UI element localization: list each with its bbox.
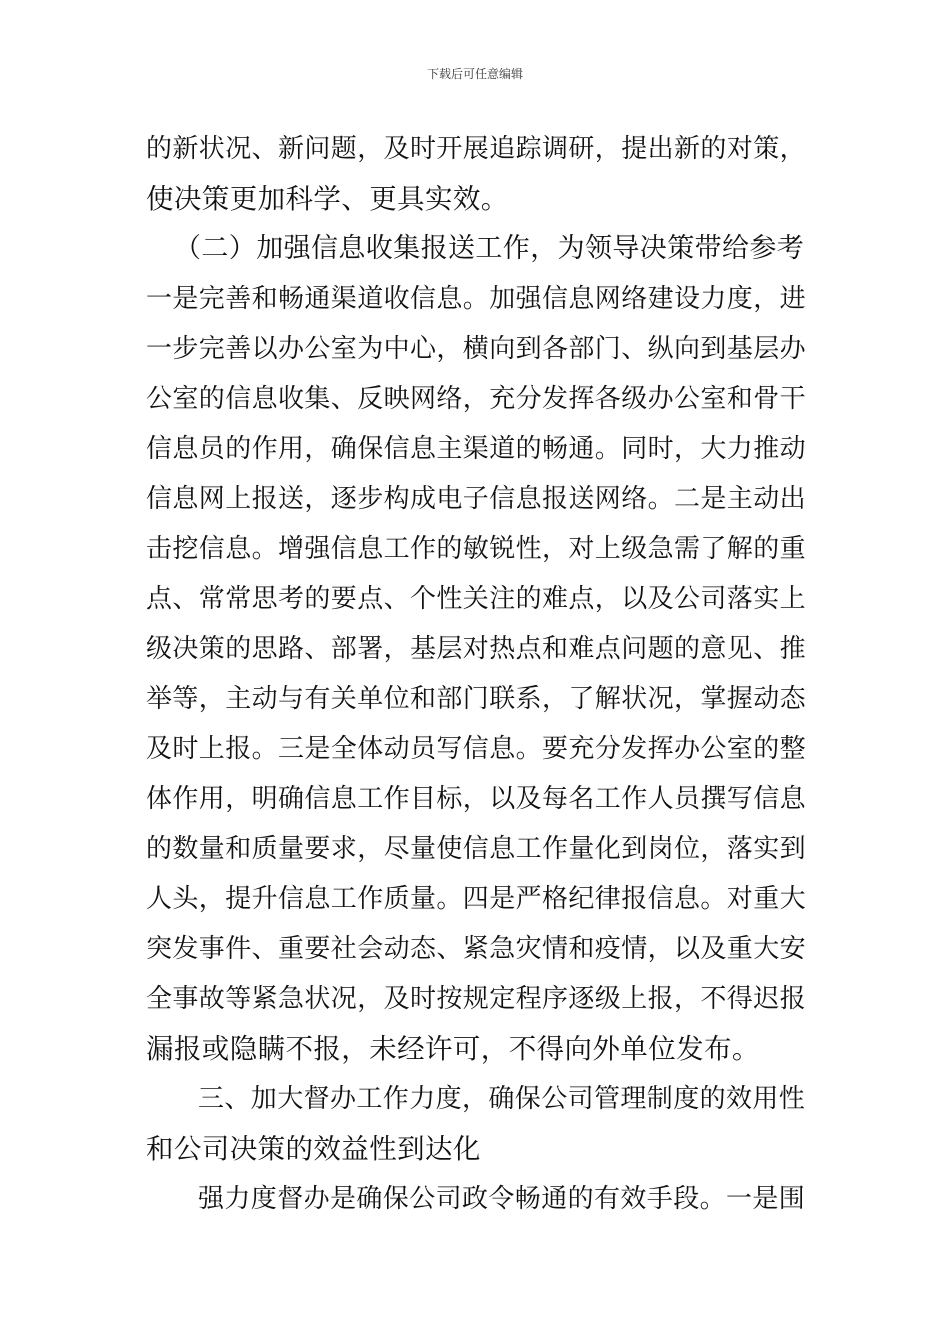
text-line: 的数量和质量要求，尽量使信息工作量化到岗位，落实到 — [146, 834, 807, 864]
text-line: 公室的信息收集、反映网络，充分发挥各级办公室和骨干 — [146, 384, 807, 414]
section-heading-continued: 和公司决策的效益性到达化 — [146, 1133, 481, 1165]
text-line: 的新状况、新问题，及时开展追踪调研，提出新的对策， — [146, 134, 807, 164]
page-header-note: 下载后可任意编辑 — [426, 67, 523, 81]
text-line: 强力度督办是确保公司政令畅通的有效手段。一是围 — [198, 1184, 806, 1214]
text-line: 漏报或隐瞒不报，未经许可，不得向外单位发布。 — [146, 1033, 760, 1065]
text-line: 及时上报。三是全体动员写信息。要充分发挥办公室的整 — [146, 734, 807, 764]
text-line: 突发事件、重要社会动态、紧急灾情和疫情，以及重大安 — [146, 934, 807, 964]
text-line: 体作用，明确信息工作目标，以及每名工作人员撰写信息 — [146, 784, 807, 814]
text-line: 击挖信息。增强信息工作的敏锐性，对上级急需了解的重 — [146, 534, 807, 564]
text-line: （二）加强信息收集报送工作，为领导决策带给参考 — [174, 233, 805, 264]
text-line: 一是完善和畅通渠道收信息。加强信息网络建设力度，进 — [146, 284, 807, 314]
text-line: 使决策更加科学、更具实效。 — [146, 183, 509, 215]
text-line: 全事故等紧急状况，及时按规定程序逐级上报，不得迟报 — [146, 984, 807, 1014]
text-line: 点、常常思考的要点、个性关注的难点，以及公司落实上 — [146, 584, 807, 614]
section-heading: 三、加大督办工作力度，确保公司管理制度的效用性 — [198, 1084, 806, 1114]
text-line: 信息员的作用，确保信息主渠道的畅通。同时，大力推动 — [146, 434, 807, 464]
text-line: 举等，主动与有关单位和部门联系，了解状况，掌握动态 — [146, 684, 807, 714]
text-line: 级决策的思路、部署，基层对热点和难点问题的意见、推 — [146, 634, 807, 664]
text-line: 人头，提升信息工作质量。四是严格纪律报信息。对重大 — [146, 884, 807, 914]
text-line: 一步完善以办公室为中心，横向到各部门、纵向到基层办 — [146, 334, 807, 364]
text-line: 信息网上报送，逐步构成电子信息报送网络。二是主动出 — [146, 484, 807, 514]
